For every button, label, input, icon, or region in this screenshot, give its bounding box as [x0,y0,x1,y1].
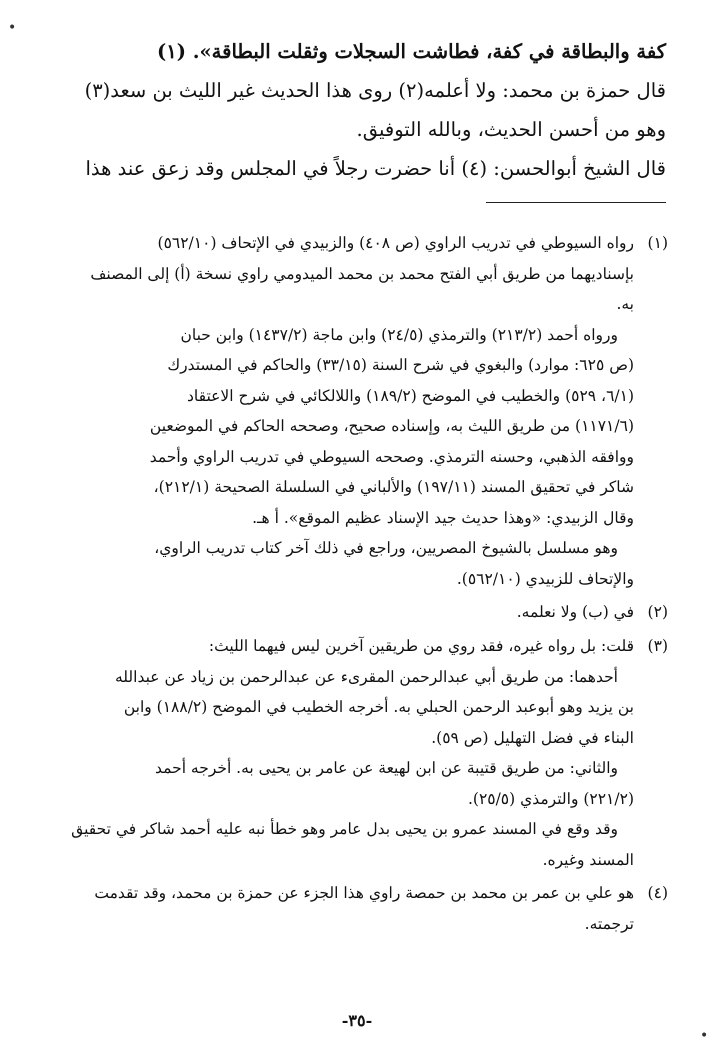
footnote-line: في (ب) ولا نعلمه. [516,603,634,621]
footnote-line: وقال الزبيدي: «وهذا حديث جيد الإسناد عظيم الموقع». أ هـ. [252,508,634,527]
main-line: قال حمزة بن محمد: ولا أعلمه(٢) روى هذا الحديث غير الليث بن سعد(٣) [84,79,666,102]
footnote-body [36,228,634,594]
scan-speck: • [8,20,17,36]
footnote [36,878,668,939]
footnote-line: بن يزيد وهو أبوعبد الرحمن الحبلي به. أخرجه الخطيب في الموضح (١٨٨/٢) وابن [123,698,634,716]
footnote-line: المسند وغيره. [542,850,634,869]
main-line: كفة والبطاقة في كفة، فطاشت السجلات وثقلت البطاقة». (١) [156,40,666,63]
footnote-body [36,878,634,939]
footnote-line: وهو مسلسل بالشيوخ المصريين، وراجع في ذلك آخر كتاب تدريب الراوي، [154,539,618,557]
footnote-body [36,597,634,628]
footnote-line: والإتحاف للزبيدي (٥٦٢/١٠). [456,569,634,588]
footnote-line: (٢٢١/٢) والترمذي (٢٥/٥). [467,789,634,808]
footnote [36,631,668,875]
footnote [36,597,668,628]
footnote-line: (١١٧١/٦) من طريق الليث به، وإسناده صحيح، وصححه الحاكم في الموضعين [149,417,634,435]
footnotes [36,228,668,942]
footnote-line: هو علي بن عمر بن محمد بن حمصة راوي هذا الجزء عن حمزة بن محمد، وقد تقدمت [94,884,634,902]
footnote-line: (٦/١، ٥٢٩) والخطيب في الموضح (١٨٩/٢) واللالكائي في شرح الاعتقاد [187,386,634,405]
footnote-line: البناء في فضل التهليل (ص ٥٩). [431,728,634,747]
main-line: وهو من أحسن الحديث، وبالله التوفيق. [356,118,666,141]
footnote-line: (ص ٦٢٥: موارد) والبغوي في شرح السنة (٣٣/١٥) والحاكم في المستدرك [167,356,634,374]
page-number: -٣٥- [341,1011,373,1030]
footnote-line: ترجمته. [584,914,634,933]
footnote-line: ورواه أحمد (٢١٣/٢) والترمذي (٢٤/٥) وابن ماجة (١٤٣٧/٢) وابن حبان [180,325,618,344]
footnote-line: به. [616,295,634,313]
footnote-number: (٤) [647,884,668,902]
footnote-number: (١) [647,234,668,252]
main-line: قال الشيخ أبوالحسن: (٤) أنا حضرت رجلاً في المجلس وقد زعق عند هذا [85,157,666,180]
footnote-line: أحدهما: من طريق أبي عبدالرحمن المقرىء عن عبدالرحمن بن زياد عن عبدالله [114,667,618,686]
footnote-line: ووافقه الذهبي، وحسنه الترمذي. وصححه السيوطي في تدريب الراوي وأحمد [149,447,634,466]
footnote-line: شاكر في تحقيق المسند (١٩٧/١١) والألباني في السلسلة الصحيحة (٢١٢/١)، [153,478,634,496]
footnote-separator [486,202,666,203]
main-text [36,32,666,188]
footnote-line: وقد وقع في المسند عمرو بن يحيى بدل عامر وهو خطأ نبه عليه أحمد شاكر في تحقيق [71,820,618,838]
footnote-line: والثاني: من طريق قتيبة عن ابن لهيعة عن عامر بن يحيى به. أخرجه أحمد [155,759,618,777]
footnote-number: (٢) [647,603,668,621]
footnote-line: قلت: بل رواه غيره، فقد روي من طريقين آخرين ليس فيهما الليث: [208,637,634,655]
footnote-line: بإسناديهما من طريق أبي الفتح محمد بن محمد الميدومي راوي نسخة (أ) إلى المصنف [90,264,634,283]
footnote-body [36,631,634,875]
scan-speck: • [700,1028,709,1044]
footnote-line: رواه السيوطي في تدريب الراوي (ص ٤٠٨) والزبيدي في الإتحاف (٥٦٢/١٠) [157,234,634,252]
footnote-number: (٣) [647,637,668,655]
footnote [36,228,668,594]
